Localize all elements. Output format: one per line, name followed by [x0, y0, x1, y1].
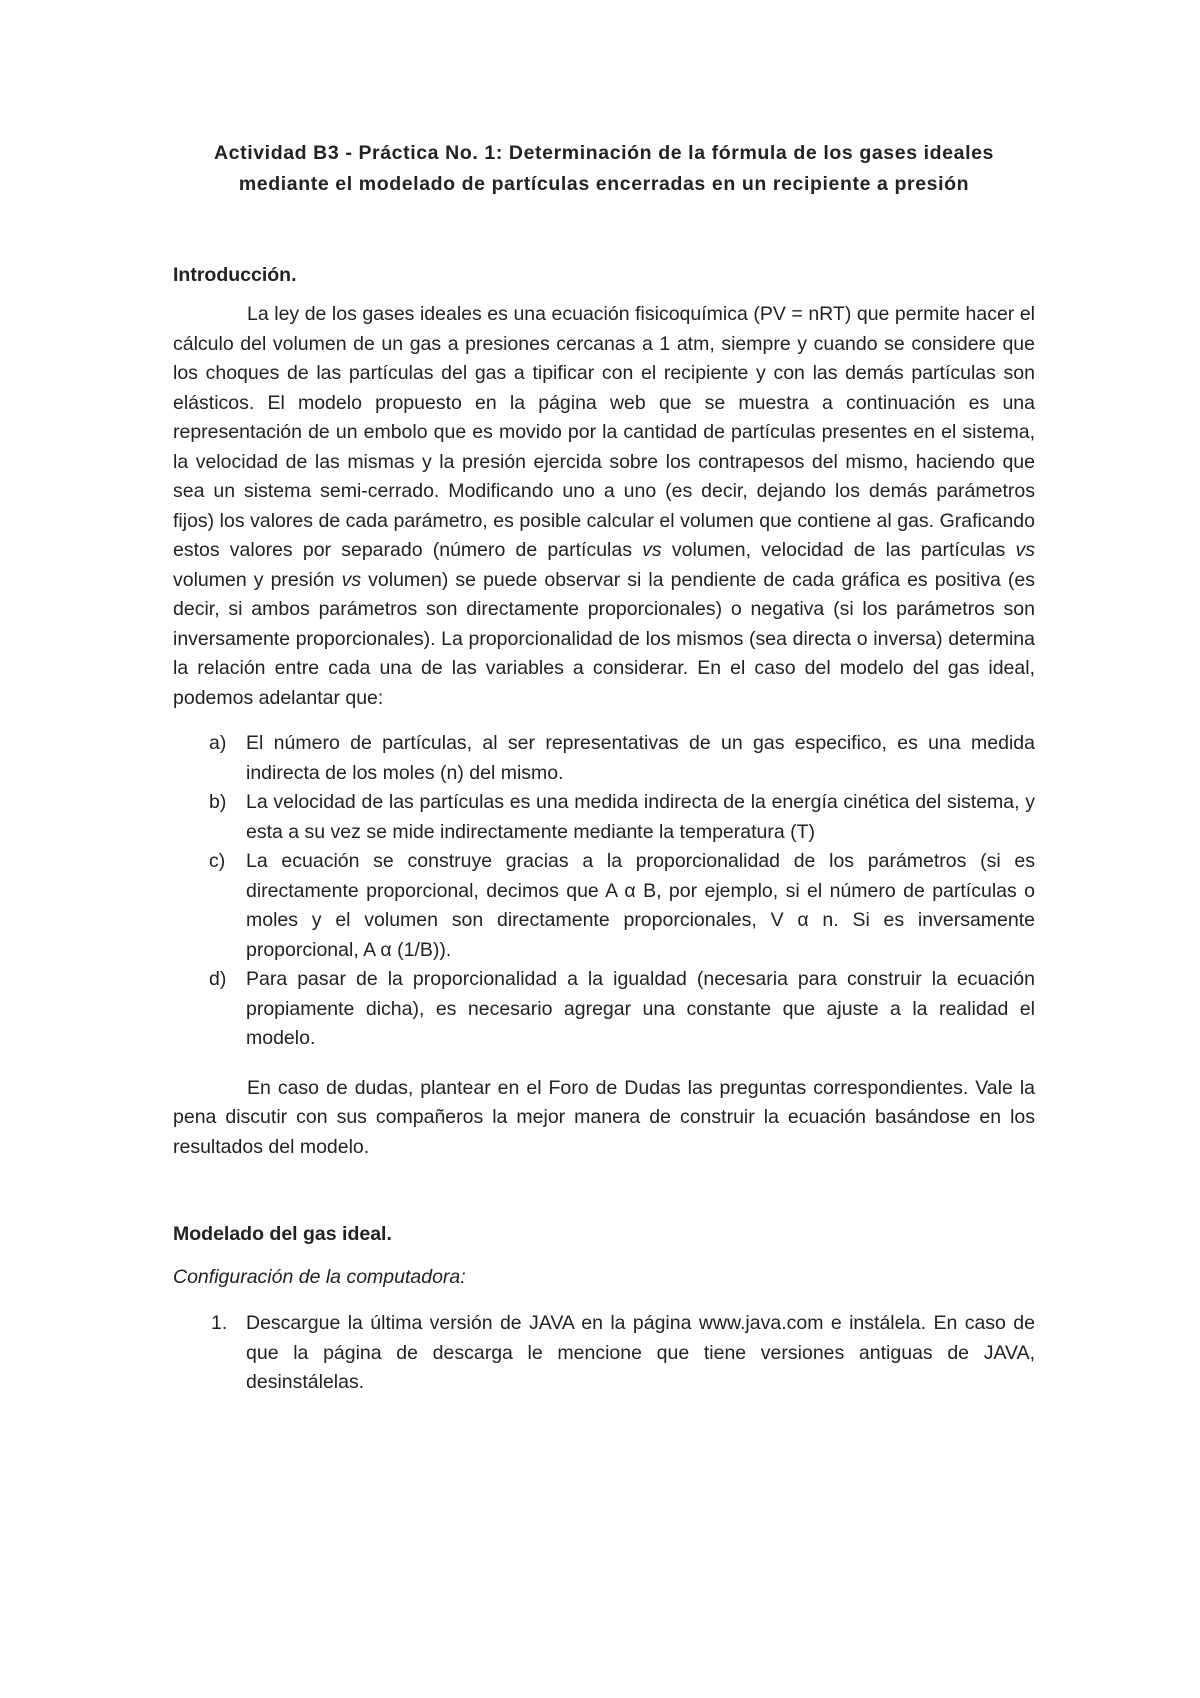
document-title	[173, 138, 1035, 200]
numbered-list	[173, 1309, 1035, 1398]
list-item	[173, 729, 1035, 788]
list-item-text: Para pasar de la proporcionalidad a la igualdad (necesaria para construir la ecuación propiamente dicha), es necesario agregar una constante que ajuste a la realidad el modelo.	[246, 968, 1035, 1049]
list-item	[173, 847, 1035, 965]
intro-text-a: La ley de los gases ideales es una ecuación fisicoquímica (PV = nRT) que permite hacer el cálculo del volumen de un gas a presiones cercanas a 1 atm, siempre y cuando se considere que los choques de las partículas del gas a tipificar con el recipiente y con las demás partículas son elásticos. El modelo propuesto en la página web que se muestra a continuación es una representación de un embolo que es movido por la cantidad de partículas presentes en el sistema, la velocidad de las mismas y la presión ejercida sobre los contrapesos del mismo, haciendo que sea un sistema semi-cerrado. Modificando uno a uno (es decir, dejando los demás parámetros fijos) los valores de cada parámetro, es posible calcular el volumen que contiene al gas. Graficando estos valores por separado (número de partículas	[173, 303, 1035, 561]
document-page	[173, 138, 1035, 1398]
list-item-text: El número de partículas, al ser representativas de un gas especifico, es una medida indirecta de los moles (n) del mismo.	[246, 732, 1035, 784]
list-item	[173, 965, 1035, 1054]
list-marker: b)	[209, 791, 227, 813]
config-subheading: Configuración de la computadora:	[173, 1266, 466, 1288]
title-line-2: mediante el modelado de partículas encerradas en un recipiente a presión	[238, 173, 970, 195]
intro-heading: Introducción.	[173, 264, 297, 286]
model-heading: Modelado del gas ideal.	[173, 1223, 392, 1245]
intro-paragraph-2: En caso de dudas, plantear en el Foro de Dudas las preguntas correspondientes. Vale la pena discutir con sus compañeros la mejor manera de construir la ecuación basándose en los resultados del modelo.	[173, 1076, 1035, 1158]
list-marker: c)	[209, 850, 226, 872]
list-item-text: La ecuación se construye gracias a la proporcionalidad de los parámetros (si es directamente proporcional, decimos que A α B, por ejemplo, si el número de partículas o moles y el volumen son directamente proporcionales, V α n. Si es inversamente proporcional, A α (1/B)).	[246, 850, 1035, 961]
list-marker: d)	[209, 968, 227, 990]
vs-italic-3: vs	[341, 568, 362, 591]
list-item-text: Descargue la última versión de JAVA en la página www.java.com e instálela. En caso de que la página de descarga le mencione que tiene versiones antiguas de JAVA, desinstálelas.	[246, 1312, 1035, 1393]
list-marker: 1.	[211, 1312, 228, 1334]
intro-text-c: volumen y presión	[173, 568, 342, 591]
list-item	[173, 788, 1035, 847]
intro-paragraph-1	[173, 300, 1035, 713]
intro-text-d: volumen) se puede observar si la pendiente de cada gráfica es positiva (es decir, si ambos parámetros son directamente proporcionales) o negativa (si los parámetros son inversamente proporcionales). La proporcionalidad de los mismos (sea directa o inversa) determina la relación entre cada una de las variables a considerar. En el caso del modelo del gas ideal, podemos adelantar que:	[173, 568, 1035, 709]
list-marker: a)	[209, 732, 227, 754]
intro-text-b: volumen, velocidad de las partículas	[661, 539, 1016, 561]
vs-italic-1: vs	[642, 539, 662, 561]
title-line-1: Actividad B3 - Práctica No. 1: Determinación de la fórmula de los gases ideales	[214, 142, 994, 164]
list-item	[173, 1309, 1035, 1398]
vs-italic-2: vs	[1015, 539, 1036, 561]
list-item-text: La velocidad de las partículas es una medida indirecta de la energía cinética del sistema, y esta a su vez se mide indirectamente mediante la temperatura (T)	[246, 791, 1035, 843]
lettered-list	[173, 729, 1035, 1054]
